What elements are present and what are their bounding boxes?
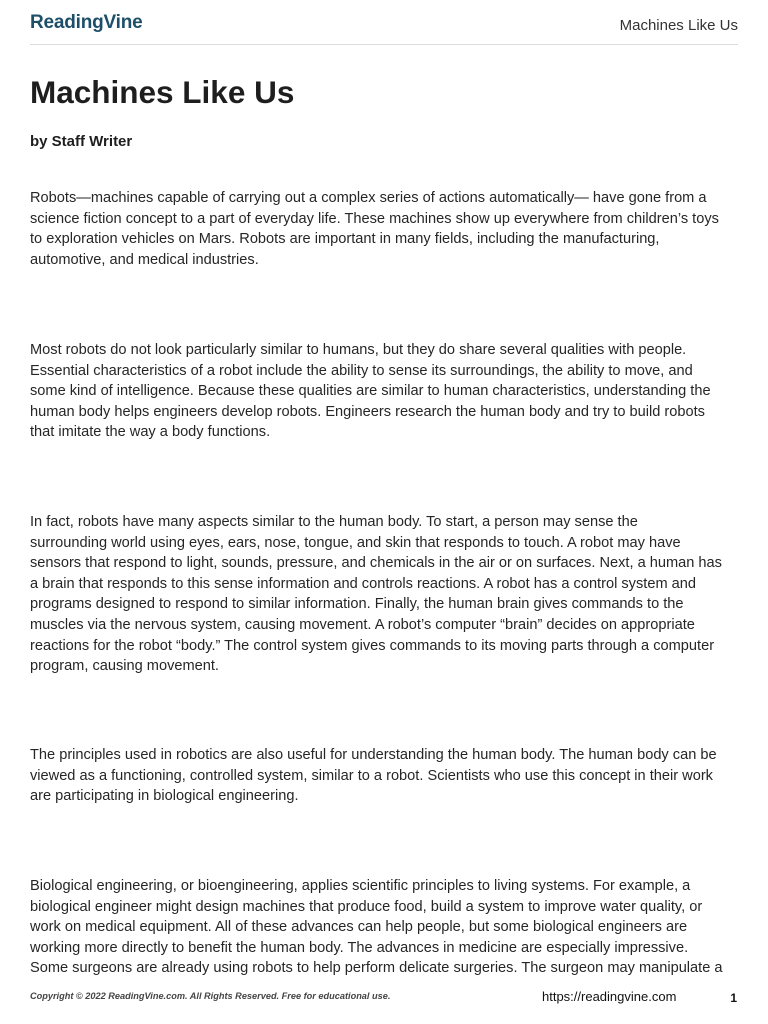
text-line: a brain that responds to this sense information and controls reactions. A robot has a control system and xyxy=(30,575,697,592)
text-line: human body helps engineers develop robots. Engineers research the human body and try to build robots xyxy=(30,403,705,420)
header-title: Machines Like Us xyxy=(619,17,738,34)
text-line: surrounding world using eyes, ears, nose, tongue, and skin that responds to touch. A robot may have xyxy=(30,534,681,551)
text-line: that imitate the way a body functions. xyxy=(30,424,271,441)
readingvine-logo[interactable]: ReadingVine xyxy=(30,12,143,33)
text-line: The principles used in robotics are also useful for understanding the human body. The human body can be xyxy=(30,747,717,763)
text-line: science fiction concept to a part of everyday life. These machines show up everywhere from children’s toys xyxy=(30,210,719,227)
text-line: sensors that respond to light, sounds, pressure, and chemicals in the air or on surfaces. Next, a human has xyxy=(30,555,722,572)
text-line: Most robots do not look particularly similar to humans, but they do share several qualities with people. xyxy=(30,342,687,358)
page-number: 1 xyxy=(730,991,737,1005)
paragraph-3 xyxy=(30,512,742,677)
text-line: viewed as a functioning, controlled system, similar to a robot. Scientists who use this concept in their work xyxy=(30,767,713,784)
text-line: In fact, robots have many aspects similar to the human body. To start, a person may sense the xyxy=(30,514,638,530)
text-line: to exploration vehicles on Mars. Robots are important in many fields, including the manufacturing, xyxy=(30,231,660,248)
byline: by Staff Writer xyxy=(30,133,133,150)
text-line: Biological engineering, or bioengineering, applies scientific principles to living systems. For example, a xyxy=(30,878,691,894)
text-line: program, causing movement. xyxy=(30,658,219,675)
text-line: working more directly to benefit the human body. The advances in medicine are especially impressive. xyxy=(30,939,689,956)
text-line: muscles via the nervous system, causing movement. A robot’s computer “brain” decides on appropriate xyxy=(30,616,695,633)
paragraph-1 xyxy=(30,188,742,270)
text-line: programs designed to respond to similar information. Finally, the human brain gives commands to the xyxy=(30,596,684,613)
text-line: Robots—machines capable of carrying out a complex series of actions automatically— have gone from a xyxy=(30,190,707,206)
paragraph-5 xyxy=(30,876,742,979)
text-line: Some surgeons are already using robots to help perform delicate surgeries. The surgeon may manipulate a xyxy=(30,960,723,977)
text-line: reactions for the robot “body.” The control system gives commands to its moving parts through a computer xyxy=(30,637,715,654)
paragraph-4 xyxy=(30,745,742,807)
text-line: work on medical equipment. All of these advances can help people, but some biological engineers are xyxy=(30,919,688,936)
text-line: some kind of intelligence. Because these qualities are similar to human characteristics, understanding the xyxy=(30,383,711,400)
text-line: biological engineer might design machines that produce food, build a system to improve water quality, or xyxy=(30,898,703,915)
page-header xyxy=(30,10,738,45)
text-line: are participating in biological engineering. xyxy=(30,788,299,805)
text-line: automotive, and medical industries. xyxy=(30,251,259,268)
article-title: Machines Like Us xyxy=(30,74,295,110)
footer-copyright: Copyright © 2022 ReadingVine.com. All Rights Reserved. Free for educational use. xyxy=(30,991,391,1001)
paragraph-2 xyxy=(30,340,742,443)
footer-url-link[interactable]: https://readingvine.com xyxy=(542,989,677,1004)
text-line: Essential characteristics of a robot include the ability to sense its surroundings, the ability to move, and xyxy=(30,362,693,379)
